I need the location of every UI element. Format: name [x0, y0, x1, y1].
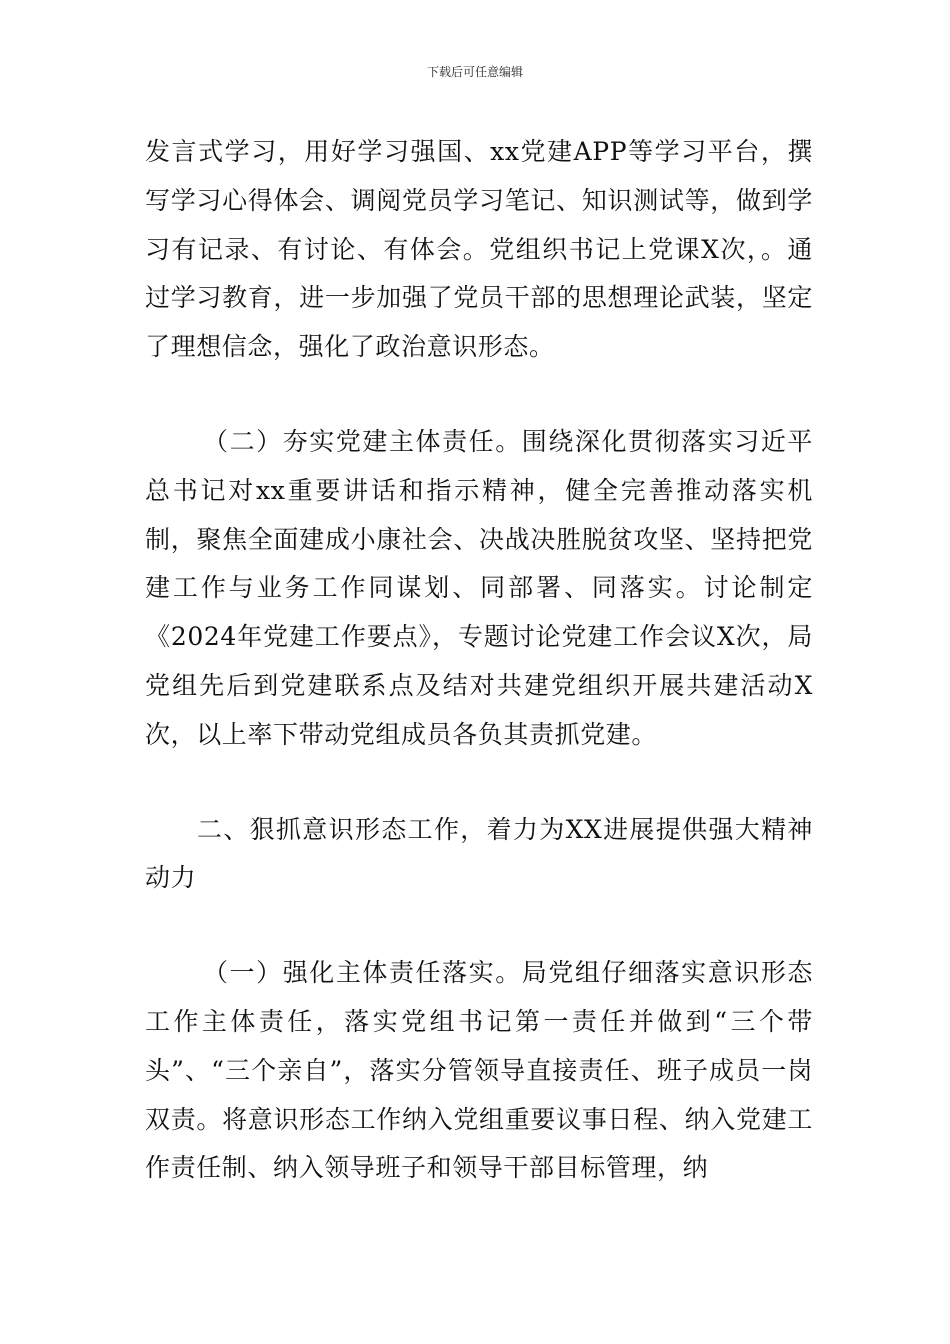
section-heading-ideology-work: 二、狠抓意识形态工作，着力为XX进展提供强大精神动力: [145, 814, 813, 893]
paragraph-party-building-responsibility: （二）夯实党建主体责任。围绕深化贯彻落实习近平总书记对xx重要讲话和指示精神，健全完善推动落实机制，聚焦全面建成小康社会、决战决胜脱贫攻坚、坚持把党建工作与业务工作同谋划、同部署、同落实。讨论制定《2024年党建工作要点》，专题讨论党建工作会议X次，局党组先后到党建联系点及结对共建党组织开展共建活动X次，以上率下带动党组成员各负其责抓党建。: [145, 426, 813, 749]
document-body: [145, 128, 813, 1193]
paragraph-main-responsibility: （一）强化主体责任落实。局党组仔细落实意识形态工作主体责任，落实党组书记第一责任并做到“三个带头”、“三个亲自”，落实分管领导直接责任、班子成员一岗双责。将意识形态工作纳入党组重要议事日程、纳入党建工作责任制、纳入领导班子和领导干部目标管理，纳: [145, 958, 813, 1183]
paragraph-study-continuation: 发言式学习，用好学习强国、xx党建APP等学习平台，撰写学习心得体会、调阅党员学习笔记、知识测试等，做到学习有记录、有讨论、有体会。党组织书记上党课X次，。通过学习教育，进一步加强了党员干部的思想理论武装，坚定了理想信念，强化了政治意识形态。: [145, 137, 813, 362]
page-header-note: 下载后可任意编辑: [426, 65, 523, 79]
